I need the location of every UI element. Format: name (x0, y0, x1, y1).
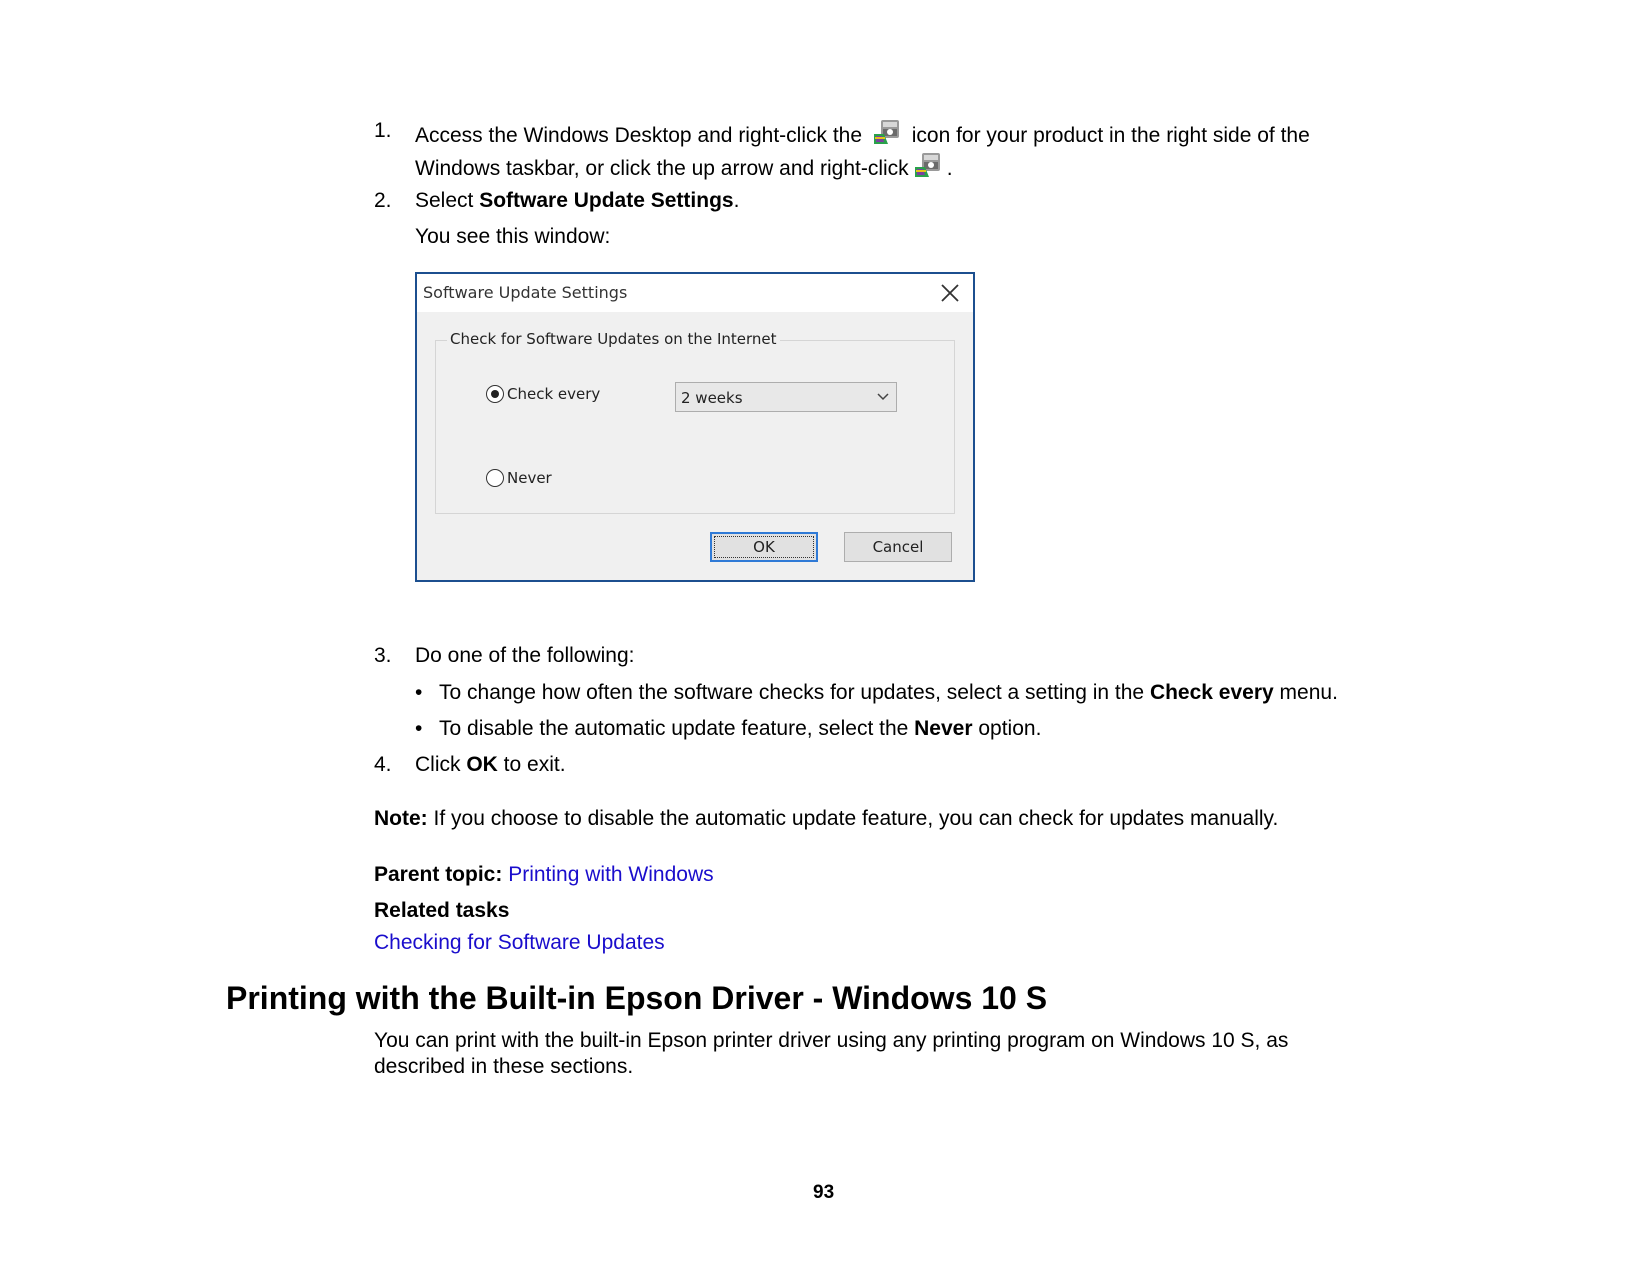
parent-topic (374, 862, 714, 887)
step-1-line-1 (415, 118, 1310, 148)
epson-tray-icon (913, 151, 943, 179)
bullet-2-suffix: option. (972, 717, 1042, 740)
step-4-prefix: Click (415, 753, 467, 776)
dialog-titlebar (417, 274, 973, 312)
step-1-text-b: icon for your product in the right side of the (911, 124, 1310, 147)
bullet-2-prefix: To disable the automatic update feature, select the (439, 717, 915, 740)
step-2-text (415, 188, 739, 213)
step-1-text-a: Access the Windows Desktop and right-click the (415, 124, 863, 147)
parent-topic-label: Parent topic: (374, 863, 503, 886)
step-2-bold: Software Update Settings (479, 189, 734, 212)
bullet-1-mark: • (415, 681, 423, 704)
step-1-line-2 (415, 151, 953, 181)
epson-tray-icon (872, 118, 902, 146)
ok-button[interactable]: OK (710, 532, 818, 562)
note (374, 806, 1278, 831)
dialog-title: Software Update Settings (423, 283, 628, 302)
bullet-1-suffix: menu. (1273, 681, 1338, 704)
step-2-prefix: Select (415, 189, 480, 212)
bullet-1-prefix: To change how often the software checks for updates, select a setting in the (439, 681, 1150, 704)
check-every-label: Check every (507, 385, 601, 403)
step-4-text (415, 752, 566, 777)
bullet-2-text (439, 716, 1041, 741)
bullet-2-mark: • (415, 717, 423, 740)
close-icon[interactable] (939, 282, 961, 304)
step-1-text-c: Windows taskbar, or click the up arrow and right-click (415, 157, 909, 180)
groupbox-label: Check for Software Updates on the Internet (447, 330, 780, 348)
related-task-link[interactable]: Checking for Software Updates (374, 931, 665, 954)
interval-select[interactable] (675, 382, 897, 412)
step-2-suffix: . (733, 189, 740, 212)
bullet-1-text (439, 680, 1338, 705)
never-label: Never (507, 469, 552, 487)
section-text-line-2: described in these sections. (374, 1055, 634, 1078)
cancel-button[interactable]: Cancel (844, 532, 952, 562)
interval-select-value: 2 weeks (681, 389, 743, 407)
note-label: Note: (374, 807, 428, 830)
step-4-bold: OK (466, 753, 498, 776)
note-text: If you choose to disable the automatic update feature, you can check for updates manually. (427, 807, 1279, 830)
never-radio[interactable] (486, 469, 504, 487)
update-check-groupbox (435, 340, 955, 514)
software-update-settings-dialog (415, 272, 975, 582)
bullet-2-bold: Never (914, 717, 973, 740)
step-1-text-d: . (946, 157, 953, 180)
parent-topic-link[interactable]: Printing with Windows (508, 863, 714, 886)
step-3-number: 3. (374, 644, 392, 667)
section-text-line-1: You can print with the built-in Epson printer driver using any printing program on Windows 10 S, as (374, 1029, 1289, 1052)
step-2-number: 2. (374, 189, 392, 212)
check-every-radio[interactable] (486, 385, 504, 403)
section-heading: Printing with the Built-in Epson Driver - Windows 10 S (226, 980, 1048, 1016)
step-4-number: 4. (374, 753, 392, 776)
chevron-down-icon (876, 391, 890, 403)
page-number: 93 (813, 1182, 835, 1203)
step-4-suffix: to exit. (497, 753, 566, 776)
related-tasks-label: Related tasks (374, 899, 510, 922)
step-2-followup: You see this window: (415, 225, 611, 248)
step-3-text: Do one of the following: (415, 644, 635, 667)
step-1-number: 1. (374, 119, 392, 142)
bullet-1-bold: Check every (1149, 681, 1274, 704)
